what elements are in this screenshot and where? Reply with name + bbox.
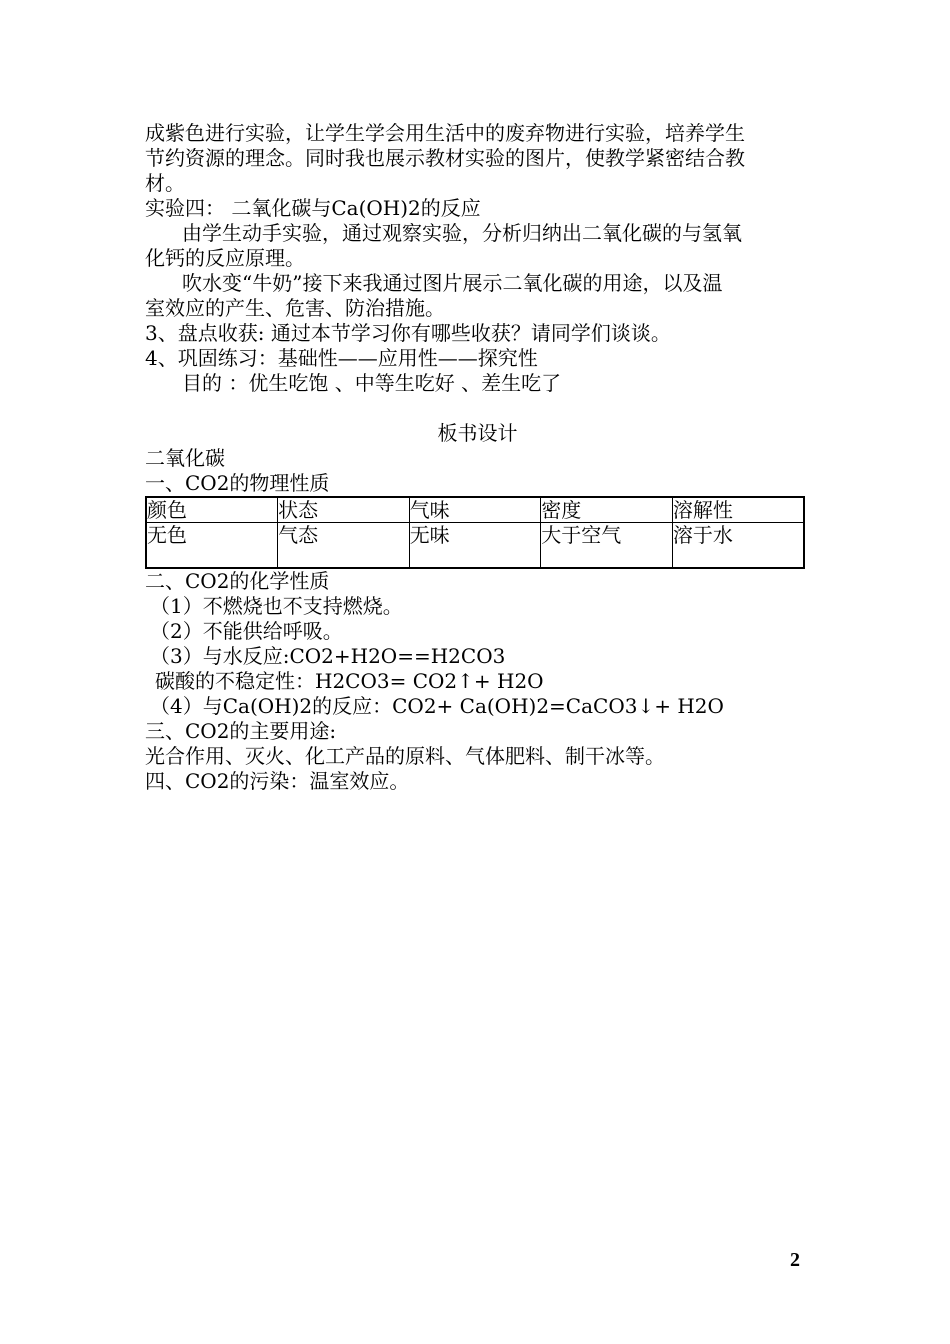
experiment4-title: 实验四： 二氧化碳与Ca(OH)2的反应	[145, 196, 481, 220]
table-header-cell: 密度	[541, 497, 673, 523]
paragraph-line: 材。	[145, 171, 185, 195]
uses-text: 光合作用、灭火、化工产品的原料、气体肥料、制干冰等。	[145, 744, 665, 768]
chem-item: （3）与水反应:CO2+H2O==H2CO3	[150, 644, 506, 668]
chemical-heading: 二、CO2的化学性质	[145, 569, 330, 593]
chem-item: （2）不能供给呼吸。	[150, 619, 343, 643]
chem-item: （1）不燃烧也不支持燃烧。	[150, 594, 403, 618]
board-title: 板书设计	[437, 421, 518, 445]
physical-properties-table	[145, 496, 805, 569]
table-cell: 溶于水	[672, 523, 804, 569]
experiment4-desc: 化钙的反应原理。	[145, 246, 305, 270]
blank-line	[145, 396, 810, 421]
table-header-row	[146, 497, 804, 523]
paragraph-line: 成紫色进行实验，让学生学会用生活中的废弃物进行实验，培养学生	[145, 121, 745, 145]
practice-goal: 目的 ：优生吃饱 、中等生吃好 、差生吃了	[182, 371, 562, 395]
physical-heading: 一、CO2的物理性质	[145, 471, 330, 495]
table-header-cell: 溶解性	[672, 497, 804, 523]
document-page	[145, 121, 810, 794]
page-number: 2	[790, 1249, 800, 1271]
experiment4-desc: 由学生动手实验，通过观察实验，分析归纳出二氧化碳的与氢氧	[182, 221, 742, 245]
section3-harvest: 3、盘点收获: 通过本节学习你有哪些收获？请同学们谈谈。	[145, 321, 671, 345]
table-cell: 无味	[409, 523, 541, 569]
paragraph-line: 节约资源的理念。同时我也展示教材实验的图片，使教学紧密结合教	[145, 146, 745, 170]
table-cell: 无色	[146, 523, 278, 569]
experiment4-extra: 室效应的产生、危害、防治措施。	[145, 296, 445, 320]
table-cell: 气态	[278, 523, 410, 569]
chem-item: （4）与Ca(OH)2的反应：CO2+ Ca(OH)2=CaCO3↓+ H2O	[150, 694, 724, 718]
chem-item: 碳酸的不稳定性：H2CO3= CO2↑+ H2O	[155, 669, 544, 693]
table-cell: 大于空气	[541, 523, 673, 569]
section4-practice: 4、巩固练习：基础性——应用性——探究性	[145, 346, 538, 370]
table-header-cell: 气味	[409, 497, 541, 523]
uses-heading: 三、CO2的主要用途:	[145, 719, 337, 743]
table-header-cell: 状态	[278, 497, 410, 523]
table-row	[146, 523, 804, 569]
table-header-cell: 颜色	[146, 497, 278, 523]
board-topic: 二氧化碳	[145, 446, 225, 470]
pollution-line: 四、CO2的污染：温室效应。	[145, 769, 410, 793]
experiment4-extra: 吹水变“牛奶”接下来我通过图片展示二氧化碳的用途，以及温	[182, 271, 723, 295]
